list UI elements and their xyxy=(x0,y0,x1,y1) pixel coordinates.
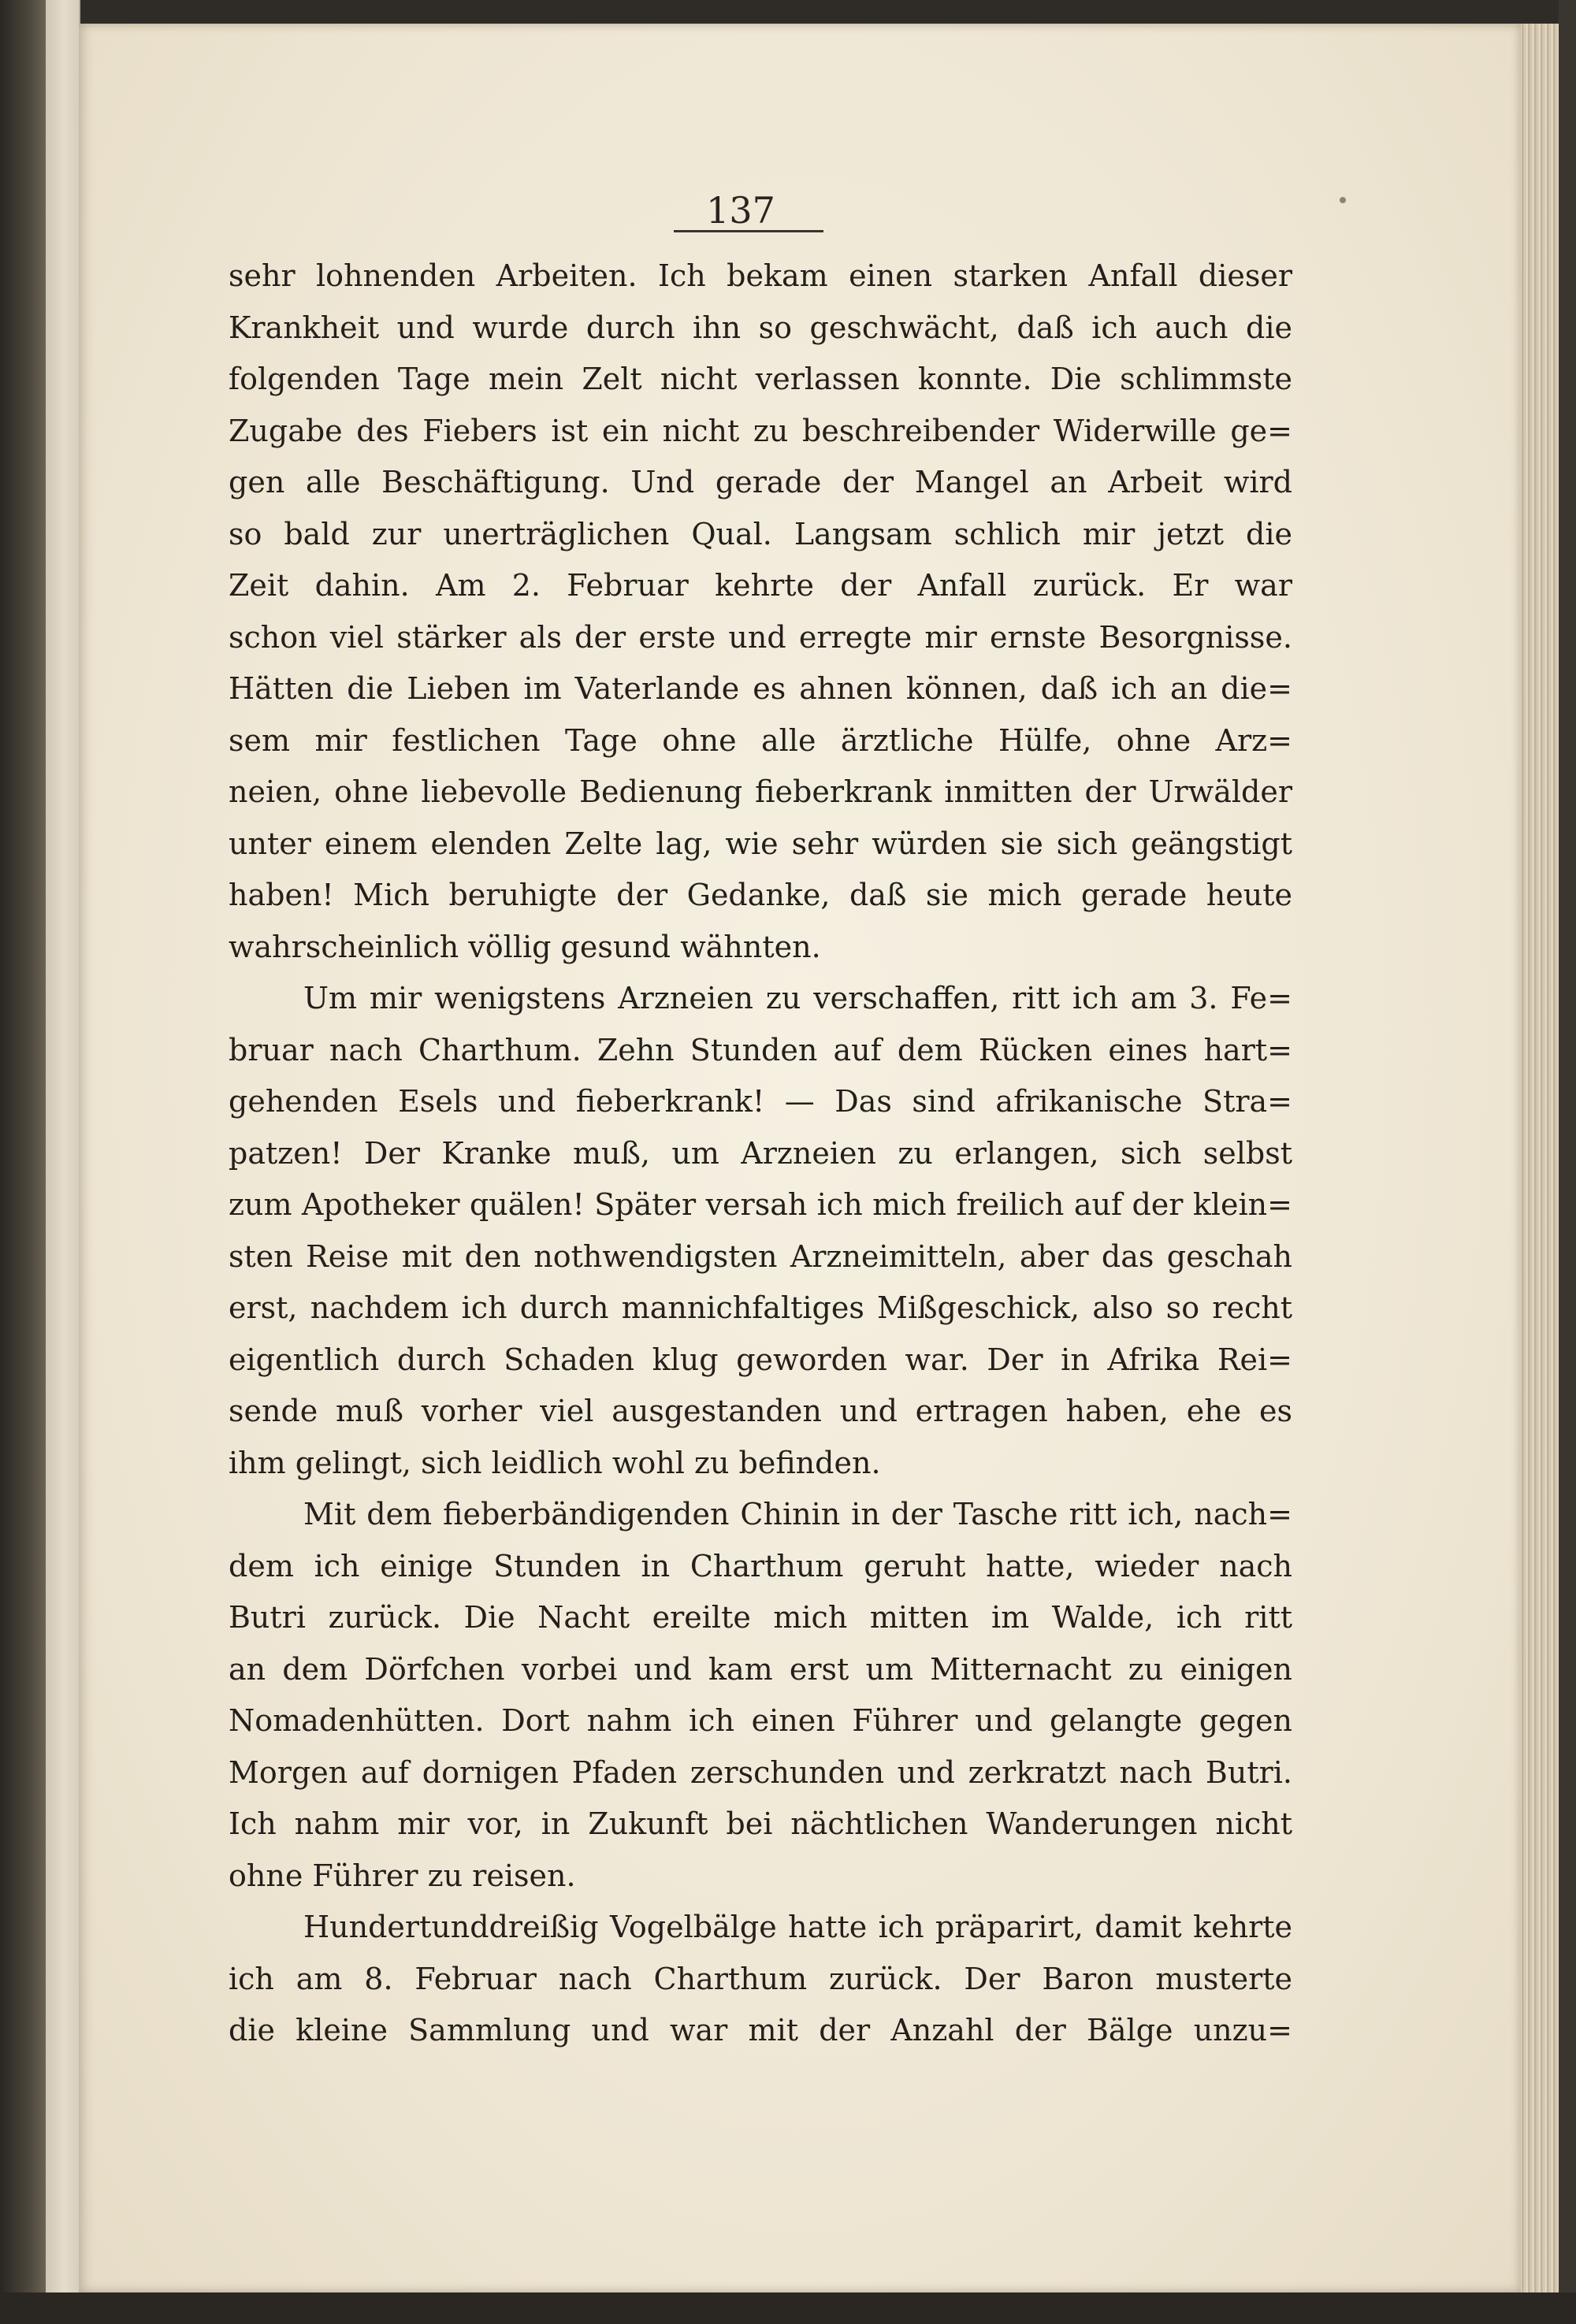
text-line: Zeit dahin. Am 2. Februar kehrte der Anfall zurück. Er war xyxy=(229,568,1292,603)
text-line: so bald zur unerträglichen Qual. Langsam schlich mir jetzt die xyxy=(229,516,1292,551)
text-line: haben! Mich beruhigte der Gedanke, daß sie mich gerade heute xyxy=(229,878,1292,912)
text-line: ohne Führer zu reisen. xyxy=(229,1858,576,1893)
text-line: sten Reise mit den nothwendigsten Arzneimitteln, aber das geschah xyxy=(229,1238,1292,1274)
text-line: wahrscheinlich völlig gesund wähnten. xyxy=(229,929,821,964)
paper-speck xyxy=(1340,197,1346,203)
text-line: gen alle Beschäftigung. Und gerade der Mangel an Arbeit wird xyxy=(229,465,1292,499)
page-number-rule xyxy=(674,230,823,232)
text-line: ich am 8. Februar nach Charthum zurück. Der Baron musterte xyxy=(229,1961,1292,1996)
text-line: Ich nahm mir vor, in Zukunft bei nächtlichen Wanderungen nicht xyxy=(229,1806,1292,1841)
right-cover-edge xyxy=(1559,0,1576,2324)
text-line: ihm gelingt, sich leidlich wohl zu befinden. xyxy=(229,1445,881,1480)
text-line: neien, ohne liebevolle Bedienung fieberkrank inmitten der Urwälder xyxy=(229,774,1292,809)
bottom-shadow xyxy=(0,2292,1576,2324)
paragraph-start-line: Mit dem fieberbändigenden Chinin in der Tasche ritt ich, nach= xyxy=(303,1497,1292,1531)
text-line: dem ich einige Stunden in Charthum geruht hatte, wieder nach xyxy=(229,1548,1292,1583)
text-line: Zugabe des Fiebers ist ein nicht zu beschreibender Widerwille ge= xyxy=(229,413,1292,448)
text-line: sende muß vorher viel ausgestanden und ertragen haben, ehe es xyxy=(229,1394,1292,1428)
text-line: schon viel stärker als der erste und erregte mir ernste Besorgnisse. xyxy=(229,619,1292,655)
text-line: Krankheit und wurde durch ihn so geschwächt, daß ich auch die xyxy=(229,310,1292,345)
text-line: unter einem elenden Zelte lag, wie sehr würden sie sich geängstigt xyxy=(229,826,1292,861)
text-line: erst, nachdem ich durch mannichfaltiges Mißgeschick, also so recht xyxy=(229,1290,1292,1325)
text-line: an dem Dörfchen vorbei und kam erst um Mitternacht zu einigen xyxy=(229,1651,1292,1687)
text-line: zum Apotheker quälen! Später versah ich mich freilich auf der klein= xyxy=(229,1187,1292,1222)
book-binding xyxy=(0,0,46,2324)
text-line: bruar nach Charthum. Zehn Stunden auf dem Rücken eines hart= xyxy=(229,1032,1292,1067)
text-line: sehr lohnenden Arbeiten. Ich bekam einen starken Anfall dieser xyxy=(229,258,1292,293)
text-line: Nomadenhütten. Dort nahm ich einen Führer und gelangte gegen xyxy=(229,1703,1292,1738)
text-line: folgenden Tage mein Zelt nicht verlassen konnte. Die schlimmste xyxy=(229,362,1292,396)
body-text xyxy=(229,251,1292,2057)
text-line: eigentlich durch Schaden klug geworden war. Der in Afrika Rei= xyxy=(229,1342,1292,1377)
text-line: Morgen auf dornigen Pfaden zerschunden und zerkratzt nach Butri. xyxy=(229,1754,1292,1790)
paragraph-start-line: Um mir wenigstens Arzneien zu verschaffen, ritt ich am 3. Fe= xyxy=(303,981,1292,1015)
text-line: die kleine Sammlung und war mit der Anzahl der Bälge unzu= xyxy=(229,2013,1292,2047)
text-line: gehenden Esels und fieberkrank! — Das sind afrikanische Stra= xyxy=(229,1084,1292,1119)
page-number: 137 xyxy=(706,189,775,232)
text-line: patzen! Der Kranke muß, um Arzneien zu erlangen, sich selbst xyxy=(229,1135,1292,1171)
text-line: sem mir festlichen Tage ohne alle ärztliche Hülfe, ohne Arz= xyxy=(229,722,1292,758)
text-line: Hätten die Lieben im Vaterlande es ahnen können, daß ich an die= xyxy=(229,671,1292,706)
text-line: Butri zurück. Die Nacht ereilte mich mitten im Walde, ich ritt xyxy=(229,1600,1292,1635)
paragraph-start-line: Hundertunddreißig Vogelbälge hatte ich präparirt, damit kehrte xyxy=(303,1910,1292,1944)
previous-page-edge xyxy=(46,0,80,2324)
